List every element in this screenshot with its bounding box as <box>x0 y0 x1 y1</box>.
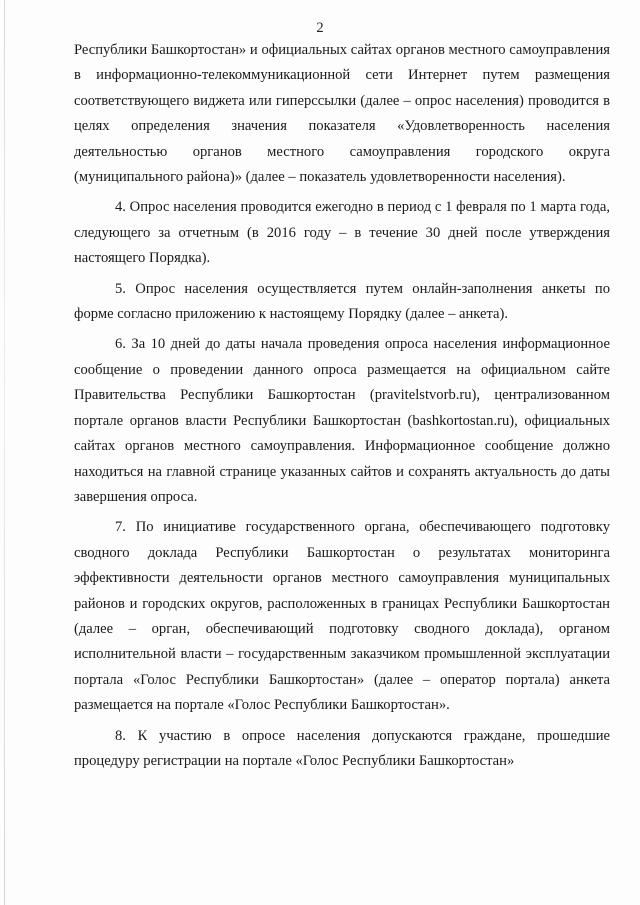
paragraph-4: 4. Опрос населения проводится ежегодно в период с 1 февраля по 1 марта года, следующего за отчетным (в 2016 году – в течение 30 дней после утверждения настоящего Порядка). <box>74 199 610 267</box>
document-body <box>74 38 610 774</box>
paragraph-7: 7. По инициативе государственного органа, обеспечивающего подготовку сводного доклада Республики Башкортостан о результатах мониторинга эффективности деятельности органов местного самоуправления муниципальных районов и городских округов, расположенных в границах Республики Башкортостан (далее – орган, обеспечивающий подготовку сводного доклада), органом исполнительной власти – государственным заказчиком промышленной эксплуатации портала «Голос Республики Башкортостан» (далее – оператор портала) анкета размещается на портале «Голос Республики Башкортостан». <box>74 519 610 714</box>
scan-edge <box>4 0 5 905</box>
page-number: 2 <box>316 20 324 36</box>
paragraph-6: 6. За 10 дней до даты начала проведения опроса населения информационное сообщение о проведении данного опроса размещается на официальном сайте Правительства Республики Башкортостан (pravitelstvorb.ru), централизованном портале органов власти Республики Башкортостан (bashkortostan.ru), официальных сайтах органов местного самоуправления. Информационное сообщение должно находиться на главной странице указанных сайтов и сохранять актуальность до даты завершения опроса. <box>74 336 610 505</box>
paragraph-continuation: Республики Башкортостан» и официальных сайтах органов местного самоуправления в информационно-телекоммуникационной сети Интернет путем размещения соответствующего виджета или гиперссылки (далее – опрос населения) проводится в целях определения значения показателя «Удовлетворенность населения деятельностью органов местного самоуправления городского округа (муниципального района)» (далее – показатель удовлетворенности населения). <box>74 42 610 186</box>
paragraph-8: 8. К участию в опросе населения допускаются граждане, прошедшие процедуру регистрации на портале «Голос Республики Башкортостан» <box>74 727 610 769</box>
paragraph-5: 5. Опрос населения осуществляется путем онлайн-заполнения анкеты по форме согласно приложению к настоящему Порядку (далее – анкета). <box>74 280 610 323</box>
